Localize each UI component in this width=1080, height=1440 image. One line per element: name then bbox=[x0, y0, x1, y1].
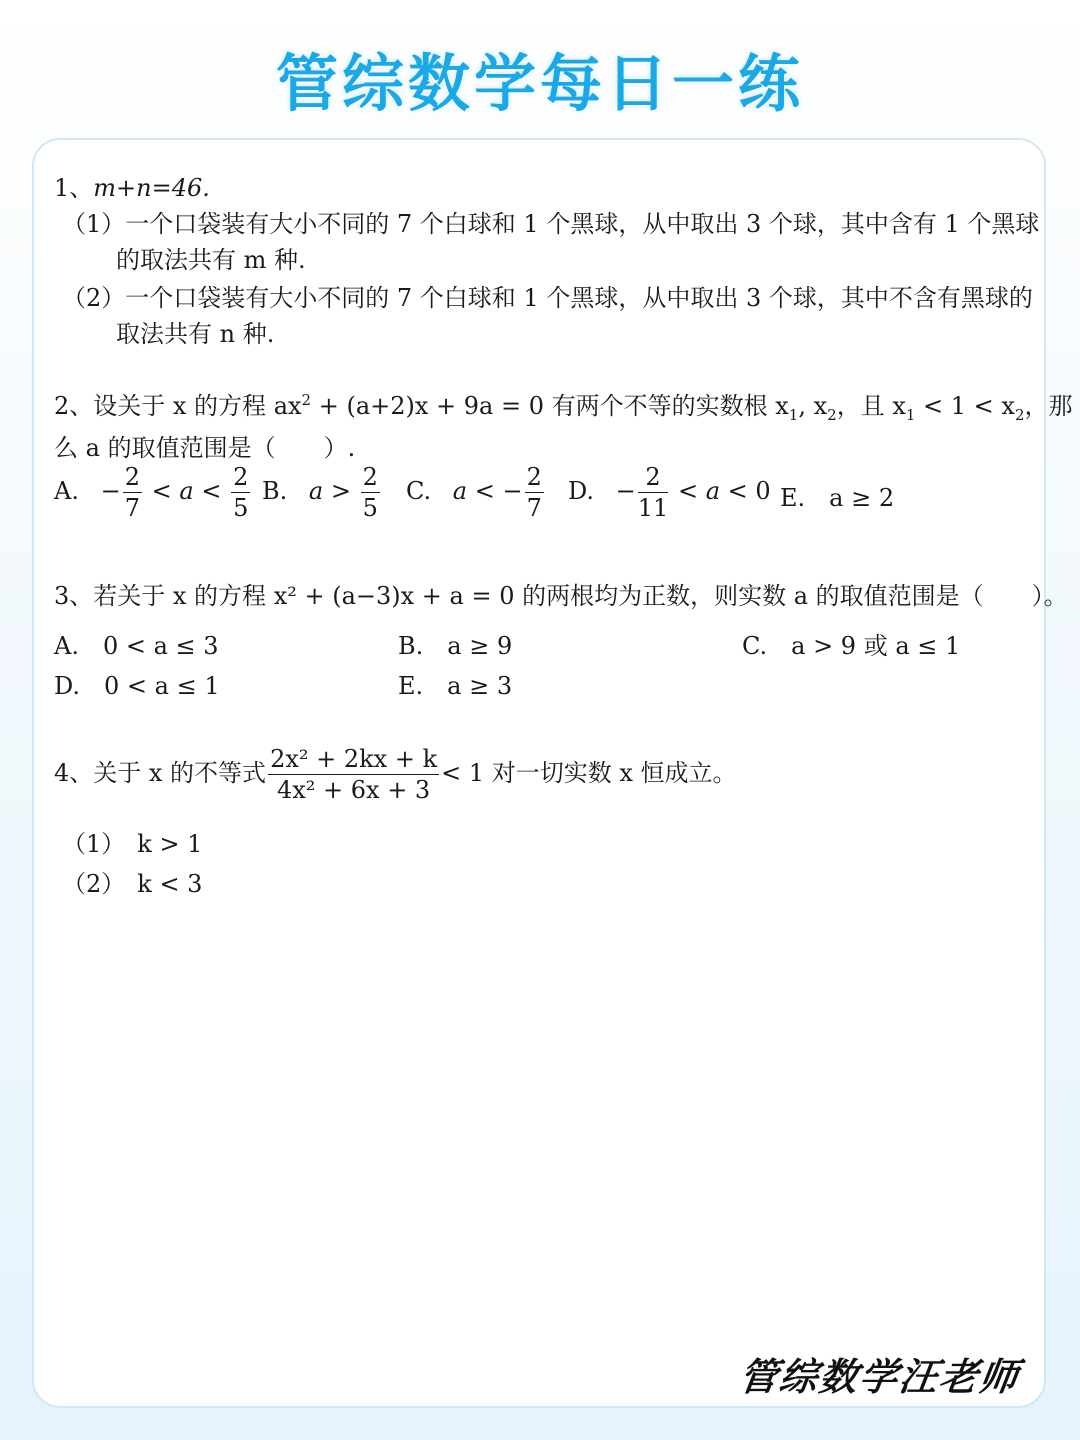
q2-stem: 2、设关于 x 的方程 $ax^2 + (a+2)x + 9a = 0$ 有两个不等的实数根 $x_1$, $x_2$，且 $x_1 < 1 < x_2$，那 bbox=[54, 391, 1073, 424]
q2-option-c: C. a < − $\frac{2}{7}$ bbox=[406, 463, 542, 522]
page-title: 管综数学每日一练 bbox=[275, 47, 804, 120]
q2-stem-part2: + (a+2)x + 9a = 0 有两个不等的实数根 x bbox=[311, 392, 789, 420]
q2-option-b-label: B. bbox=[262, 477, 288, 505]
q4-denominator: 4x² + 6x + 3 bbox=[276, 776, 431, 804]
q4-condition-1: （1） k > 1 bbox=[62, 830, 203, 858]
q4-stem bbox=[54, 744, 737, 805]
q1-condition-1-cont: 的取法共有 m 种. bbox=[116, 246, 306, 274]
q3-stem: 3、若关于 x 的方程 x² + (a−3)x + a = 0 的两根均为正数，则实数 a 的取值范围是（ ）。 bbox=[54, 582, 1068, 610]
q4-numerator: 2x² + 2kx + k bbox=[270, 745, 438, 773]
q1-condition-2-cont: 取法共有 n 种. bbox=[116, 320, 275, 348]
q2-option-d: D. − $\frac{2}{11}$ < a < 0 bbox=[568, 463, 771, 522]
q3-option-c: C. a > 9 或 a ≤ 1 bbox=[742, 632, 961, 660]
q2-stem-part4: ，那 bbox=[1024, 392, 1073, 420]
q1-condition-2: （2）一个口袋装有大小不同的 7 个白球和 1 个黑球，从中取出 3 个球，其中不含有黑球的 bbox=[62, 284, 1033, 312]
q3-option-a: A. 0 < a ≤ 3 bbox=[54, 632, 219, 660]
q2-option-d-label: D. bbox=[568, 477, 595, 505]
q2-stem-cont: 么 a 的取值范围是（ ）. bbox=[54, 434, 356, 462]
q1-equation: m+n=46. bbox=[93, 174, 210, 202]
q4-fraction bbox=[268, 744, 439, 805]
q2-stem-part3: ，且 x bbox=[836, 392, 906, 420]
q3-option-b: B. a ≥ 9 bbox=[398, 632, 513, 660]
q4-stem-pre: 4、关于 x 的不等式 bbox=[54, 759, 267, 787]
q1-condition-1: （1）一个口袋装有大小不同的 7 个白球和 1 个黑球，从中取出 3 个球，其中含有 1 个黑球 bbox=[62, 210, 1040, 238]
author-signature: 管综数学汪老师 bbox=[736, 1354, 1023, 1399]
q2-option-a: A. − $\frac{2}{7}$ < a < $\frac{2}{5}$ bbox=[54, 463, 249, 522]
q2-option-a-label: A. bbox=[54, 477, 79, 505]
q3-option-e: E. a ≥ 3 bbox=[398, 672, 513, 700]
q1-number: 1、 bbox=[54, 174, 94, 202]
q1-stem bbox=[54, 168, 210, 203]
q3-option-d: D. 0 < a ≤ 1 bbox=[54, 672, 220, 700]
q2-stem-part1: 2、设关于 x 的方程 ax bbox=[54, 392, 302, 420]
q4-stem-post: < 1 对一切实数 x 恒成立。 bbox=[441, 759, 737, 787]
q2-option-e: E. a ≥ 2 bbox=[780, 484, 895, 512]
q2-option-b: B. a > $\frac{2}{5}$ bbox=[262, 463, 378, 522]
q4-condition-2: （2） k < 3 bbox=[62, 870, 203, 898]
q2-option-c-label: C. bbox=[406, 477, 432, 505]
